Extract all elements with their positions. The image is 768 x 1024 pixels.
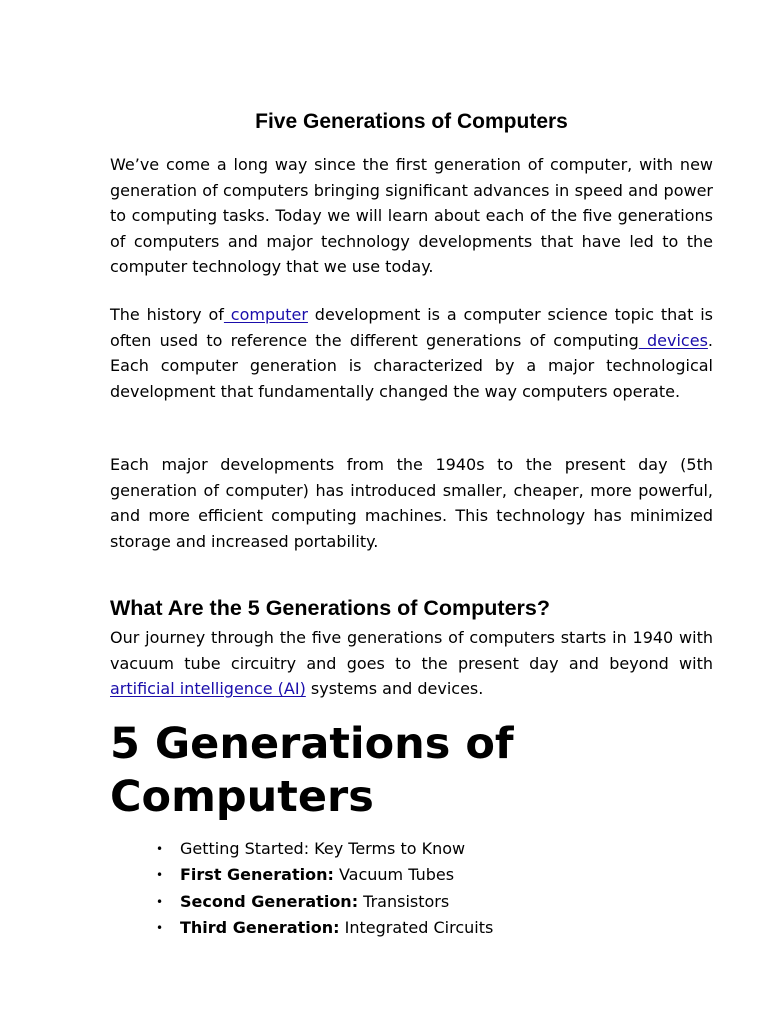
bullet-icon: • <box>156 894 164 909</box>
journey-text-2: systems and devices. <box>305 679 484 698</box>
list-item-bold: Third Generation: <box>180 917 340 937</box>
list-item <box>156 836 493 862</box>
history-text-2: development is a computer science topic that is often used to reference the different generations of computing <box>110 305 714 350</box>
history-text-1: The history of <box>110 305 224 324</box>
list-item-bold: Second Generation: <box>180 891 359 911</box>
list-item <box>156 889 493 915</box>
developments-paragraph: Each major developments from the 1940s to the present day (5th generation of computer) has introduced smaller, cheaper, more powerful, and more efficient computing machines. This technology has minimized storage and increased portability. <box>110 455 713 551</box>
ai-link[interactable]: artificial intelligence (AI) <box>110 679 306 698</box>
list-item-text: Transistors <box>358 891 450 911</box>
list-item-text: Getting Started: Key Terms to Know <box>180 839 466 858</box>
bullet-icon: • <box>156 842 164 856</box>
section-heading: What Are the 5 Generations of Computers? <box>110 596 551 620</box>
list-item <box>156 862 493 888</box>
journey-paragraph <box>110 625 713 702</box>
list-item <box>156 915 494 941</box>
big-heading: 5 Generations of Computers <box>110 719 514 822</box>
list-item-bold: First Generation: <box>180 865 334 885</box>
list-item-text: Integrated Circuits <box>339 917 494 937</box>
bullet-icon: • <box>156 868 164 883</box>
history-paragraph <box>110 302 713 404</box>
document-title: Five Generations of Computers <box>255 110 568 133</box>
journey-text-1: Our journey through the five generations of computers starts in 1940 with vacuum tube circuitry and goes to the present day and beyond with <box>110 628 713 673</box>
intro-paragraph: We’ve come a long way since the first generation of computer, with new generation of computers bringing significant advances in speed and power to computing tasks. Today we will learn about each of the five generations of computers and major technology developments that have led to the computer technology that we use today. <box>110 155 713 276</box>
list-item-text: Vacuum Tubes <box>333 865 455 885</box>
bullet-icon: • <box>156 920 164 935</box>
generations-list <box>156 836 494 941</box>
devices-link[interactable]: devices <box>638 330 708 350</box>
history-text-3: . Each computer generation is characterized by a major technological development that fundamentally changed the way computers operate. <box>110 330 713 401</box>
computer-link[interactable]: computer <box>223 305 308 324</box>
